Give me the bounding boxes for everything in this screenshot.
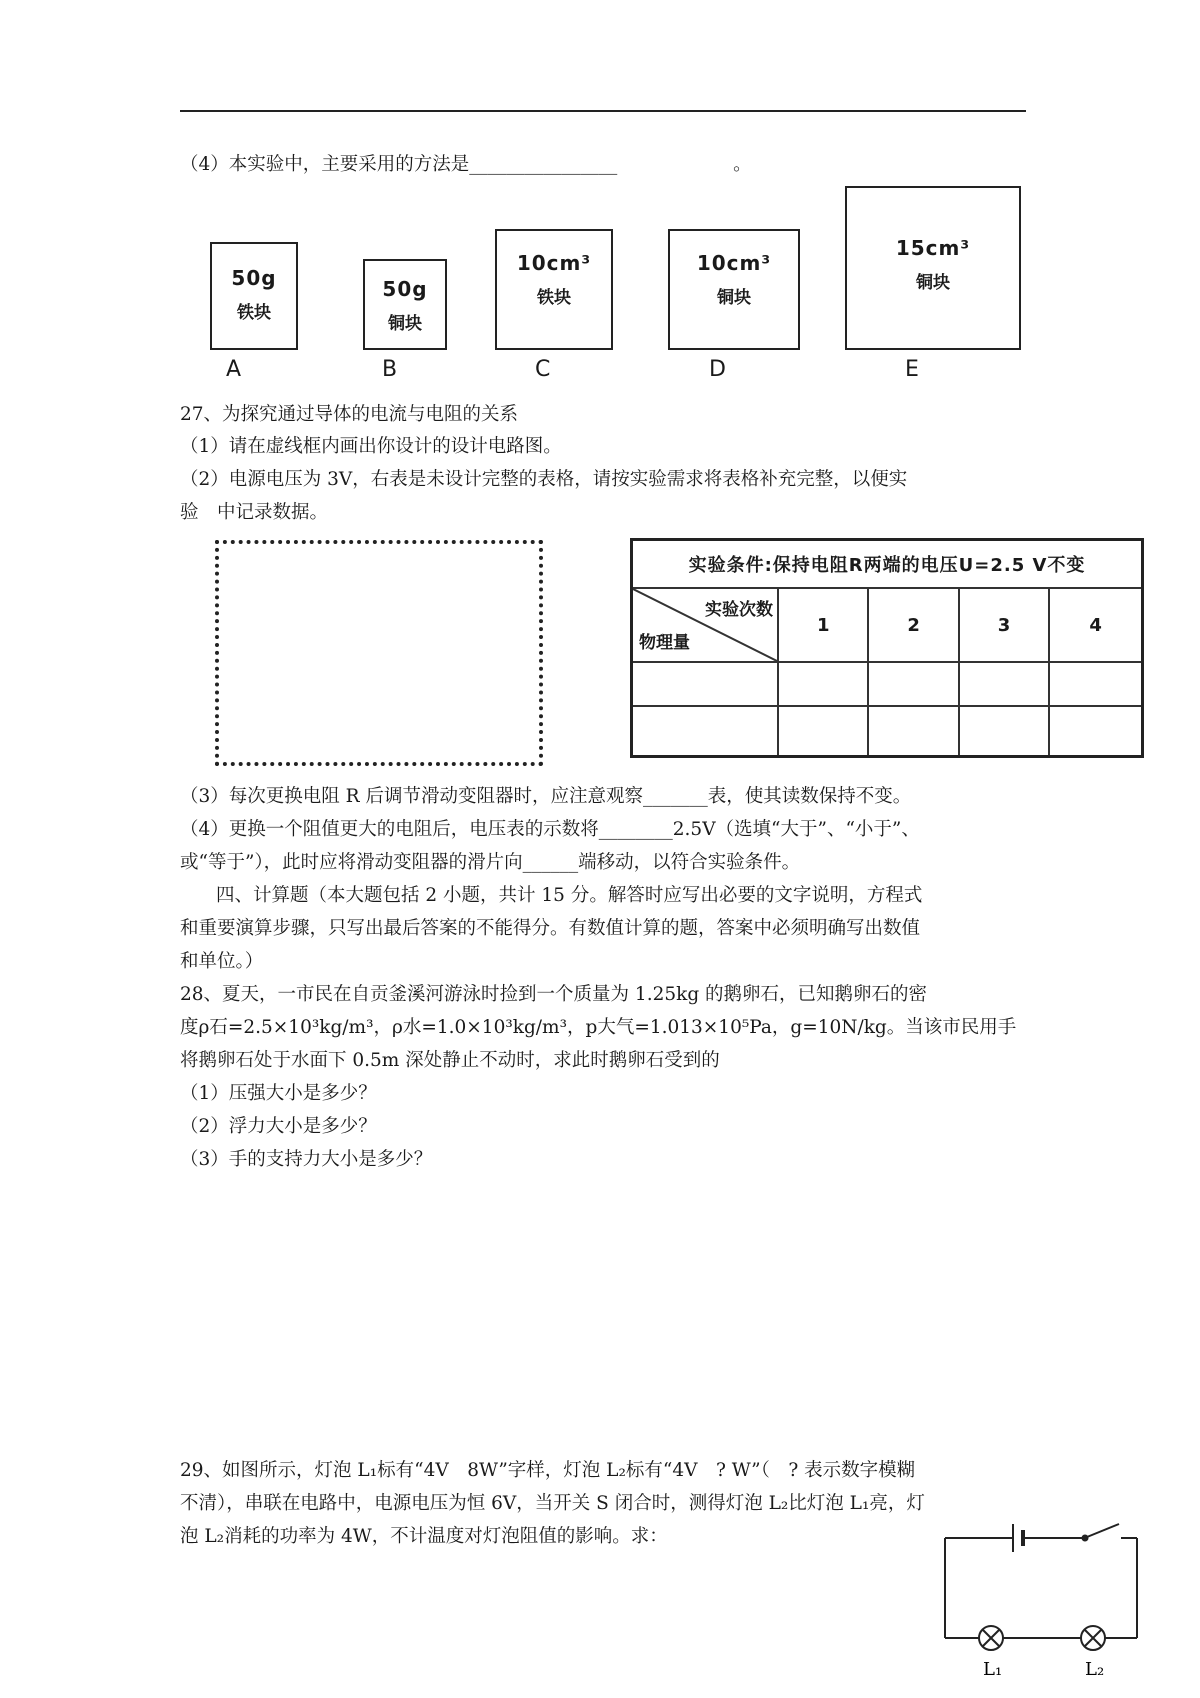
header-rule xyxy=(180,110,1026,112)
block-c xyxy=(495,229,613,350)
block-d-label: D xyxy=(709,357,726,382)
block-a xyxy=(210,242,298,350)
block-b xyxy=(363,259,447,350)
q27-title: 27、为探究通过导体的电流与电阻的关系 xyxy=(180,404,519,425)
table-cell[interactable] xyxy=(778,662,868,706)
table-cell[interactable] xyxy=(959,706,1049,756)
q26-item4-end: 。 xyxy=(733,154,752,175)
q28-line1: 28、夏天，一市民在自贡釜溪河游泳时捡到一个质量为 1.25kg 的鹅卵石，已知鹅卵石的密 xyxy=(180,984,928,1005)
block-b-label: B xyxy=(382,357,398,382)
q26-item4-text: （4）本实验中，主要采用的方法是________________ xyxy=(180,154,618,175)
table-caption: 实验条件:保持电阻R两端的电压U=2.5 V不变 xyxy=(632,540,1143,589)
circuit-sketch-box[interactable] xyxy=(215,540,543,766)
table-row xyxy=(632,706,1143,756)
bulb-l2-label: L₂ xyxy=(1085,1659,1105,1680)
section4-heading-line2: 和重要演算步骤，只写出最后答案的不能得分。有数值计算的题，答案中必须明确写出数值 xyxy=(180,918,921,939)
diag-header-bottom: 物理量 xyxy=(639,633,690,653)
block-d-volume: 10cm³ xyxy=(696,251,772,275)
table-col-4: 4 xyxy=(1049,588,1142,662)
block-b-material: 铜块 xyxy=(388,314,422,334)
q29-line3: 泡 L₂消耗的功率为 4W，不计温度对灯泡阻值的影响。求： xyxy=(180,1526,668,1547)
table-row xyxy=(632,662,1143,706)
block-b-mass: 50g xyxy=(382,277,428,301)
table-cell[interactable] xyxy=(778,706,868,756)
block-e xyxy=(845,186,1021,350)
table-col-3: 3 xyxy=(959,588,1049,662)
experiment-table xyxy=(630,538,1144,758)
q27-item2-line2: 验 中记录数据。 xyxy=(180,502,329,523)
q28-item2: （2）浮力大小是多少？ xyxy=(180,1116,377,1137)
q27-item1: （1）请在虚线框内画出你设计的设计电路图。 xyxy=(180,436,562,457)
table-cell[interactable] xyxy=(868,706,958,756)
q28-item3: （3）手的支持力大小是多少？ xyxy=(180,1149,433,1170)
table-cell[interactable] xyxy=(1049,706,1142,756)
section4-heading-line1: 四、计算题（本大题包括 2 小题，共计 15 分。解答时应写出必要的文字说明，方程式 xyxy=(216,885,923,906)
q28-line3: 将鹅卵石处于水面下 0.5m 深处静止不动时，求此时鹅卵石受到的 xyxy=(180,1050,720,1071)
block-d-material: 铜块 xyxy=(717,288,751,308)
q27-item2-line1: （2）电源电压为 3V，右表是未设计完整的表格，请按实验需求将表格补充完整，以便实 xyxy=(180,469,908,490)
block-d xyxy=(668,229,800,350)
block-e-volume: 15cm³ xyxy=(895,236,971,260)
block-c-material: 铁块 xyxy=(537,288,571,308)
q27-item4-line2: 或“等于”），此时应将滑动变阻器的滑片向______端移动，以符合实验条件。 xyxy=(180,852,801,873)
table-cell[interactable] xyxy=(632,662,779,706)
q29-line2: 不清），串联在电路中，电源电压为恒 6V，当开关 S 闭合时，测得灯泡 L₂比灯泡 L₁亮，灯 xyxy=(180,1493,925,1514)
block-e-material: 铜块 xyxy=(916,273,950,293)
diag-header-top: 实验次数 xyxy=(705,600,773,620)
table-col-2: 2 xyxy=(868,588,958,662)
block-e-label: E xyxy=(905,357,919,382)
circuit-diagram xyxy=(925,1510,1157,1690)
q28-item1: （1）压强大小是多少？ xyxy=(180,1083,377,1104)
q26-item4 xyxy=(180,154,752,176)
table-col-1: 1 xyxy=(778,588,868,662)
table-diagonal-header xyxy=(632,588,779,662)
q27-item3: （3）每次更换电阻 R 后调节滑动变阻器时，应注意观察_______表，使其读数保持不变。 xyxy=(180,786,912,807)
block-a-material: 铁块 xyxy=(237,303,271,323)
block-c-volume: 10cm³ xyxy=(516,251,592,275)
q28-line2: 度ρ石=2.5×10³kg/m³，ρ水=1.0×10³kg/m³，p大气=1.013×10⁵Pa，g=10N/kg。当该市民用手 xyxy=(180,1017,1017,1038)
q27-item4-line1: （4）更换一个阻值更大的电阻后，电压表的示数将________2.5V（选填“大于”、“小于”、 xyxy=(180,819,920,840)
table-cell[interactable] xyxy=(1049,662,1142,706)
block-c-label: C xyxy=(535,357,551,382)
table-cell[interactable] xyxy=(632,706,779,756)
table-cell[interactable] xyxy=(959,662,1049,706)
block-a-mass: 50g xyxy=(231,266,277,290)
q29-line1: 29、如图所示，灯泡 L₁标有“4V 8W”字样，灯泡 L₂标有“4V ? W”（ ? 表示数字模糊 xyxy=(180,1460,916,1481)
bulb-l1-label: L₁ xyxy=(983,1659,1003,1680)
section4-heading-line3: 和单位。） xyxy=(180,951,264,972)
block-a-label: A xyxy=(226,357,242,382)
table-cell[interactable] xyxy=(868,662,958,706)
